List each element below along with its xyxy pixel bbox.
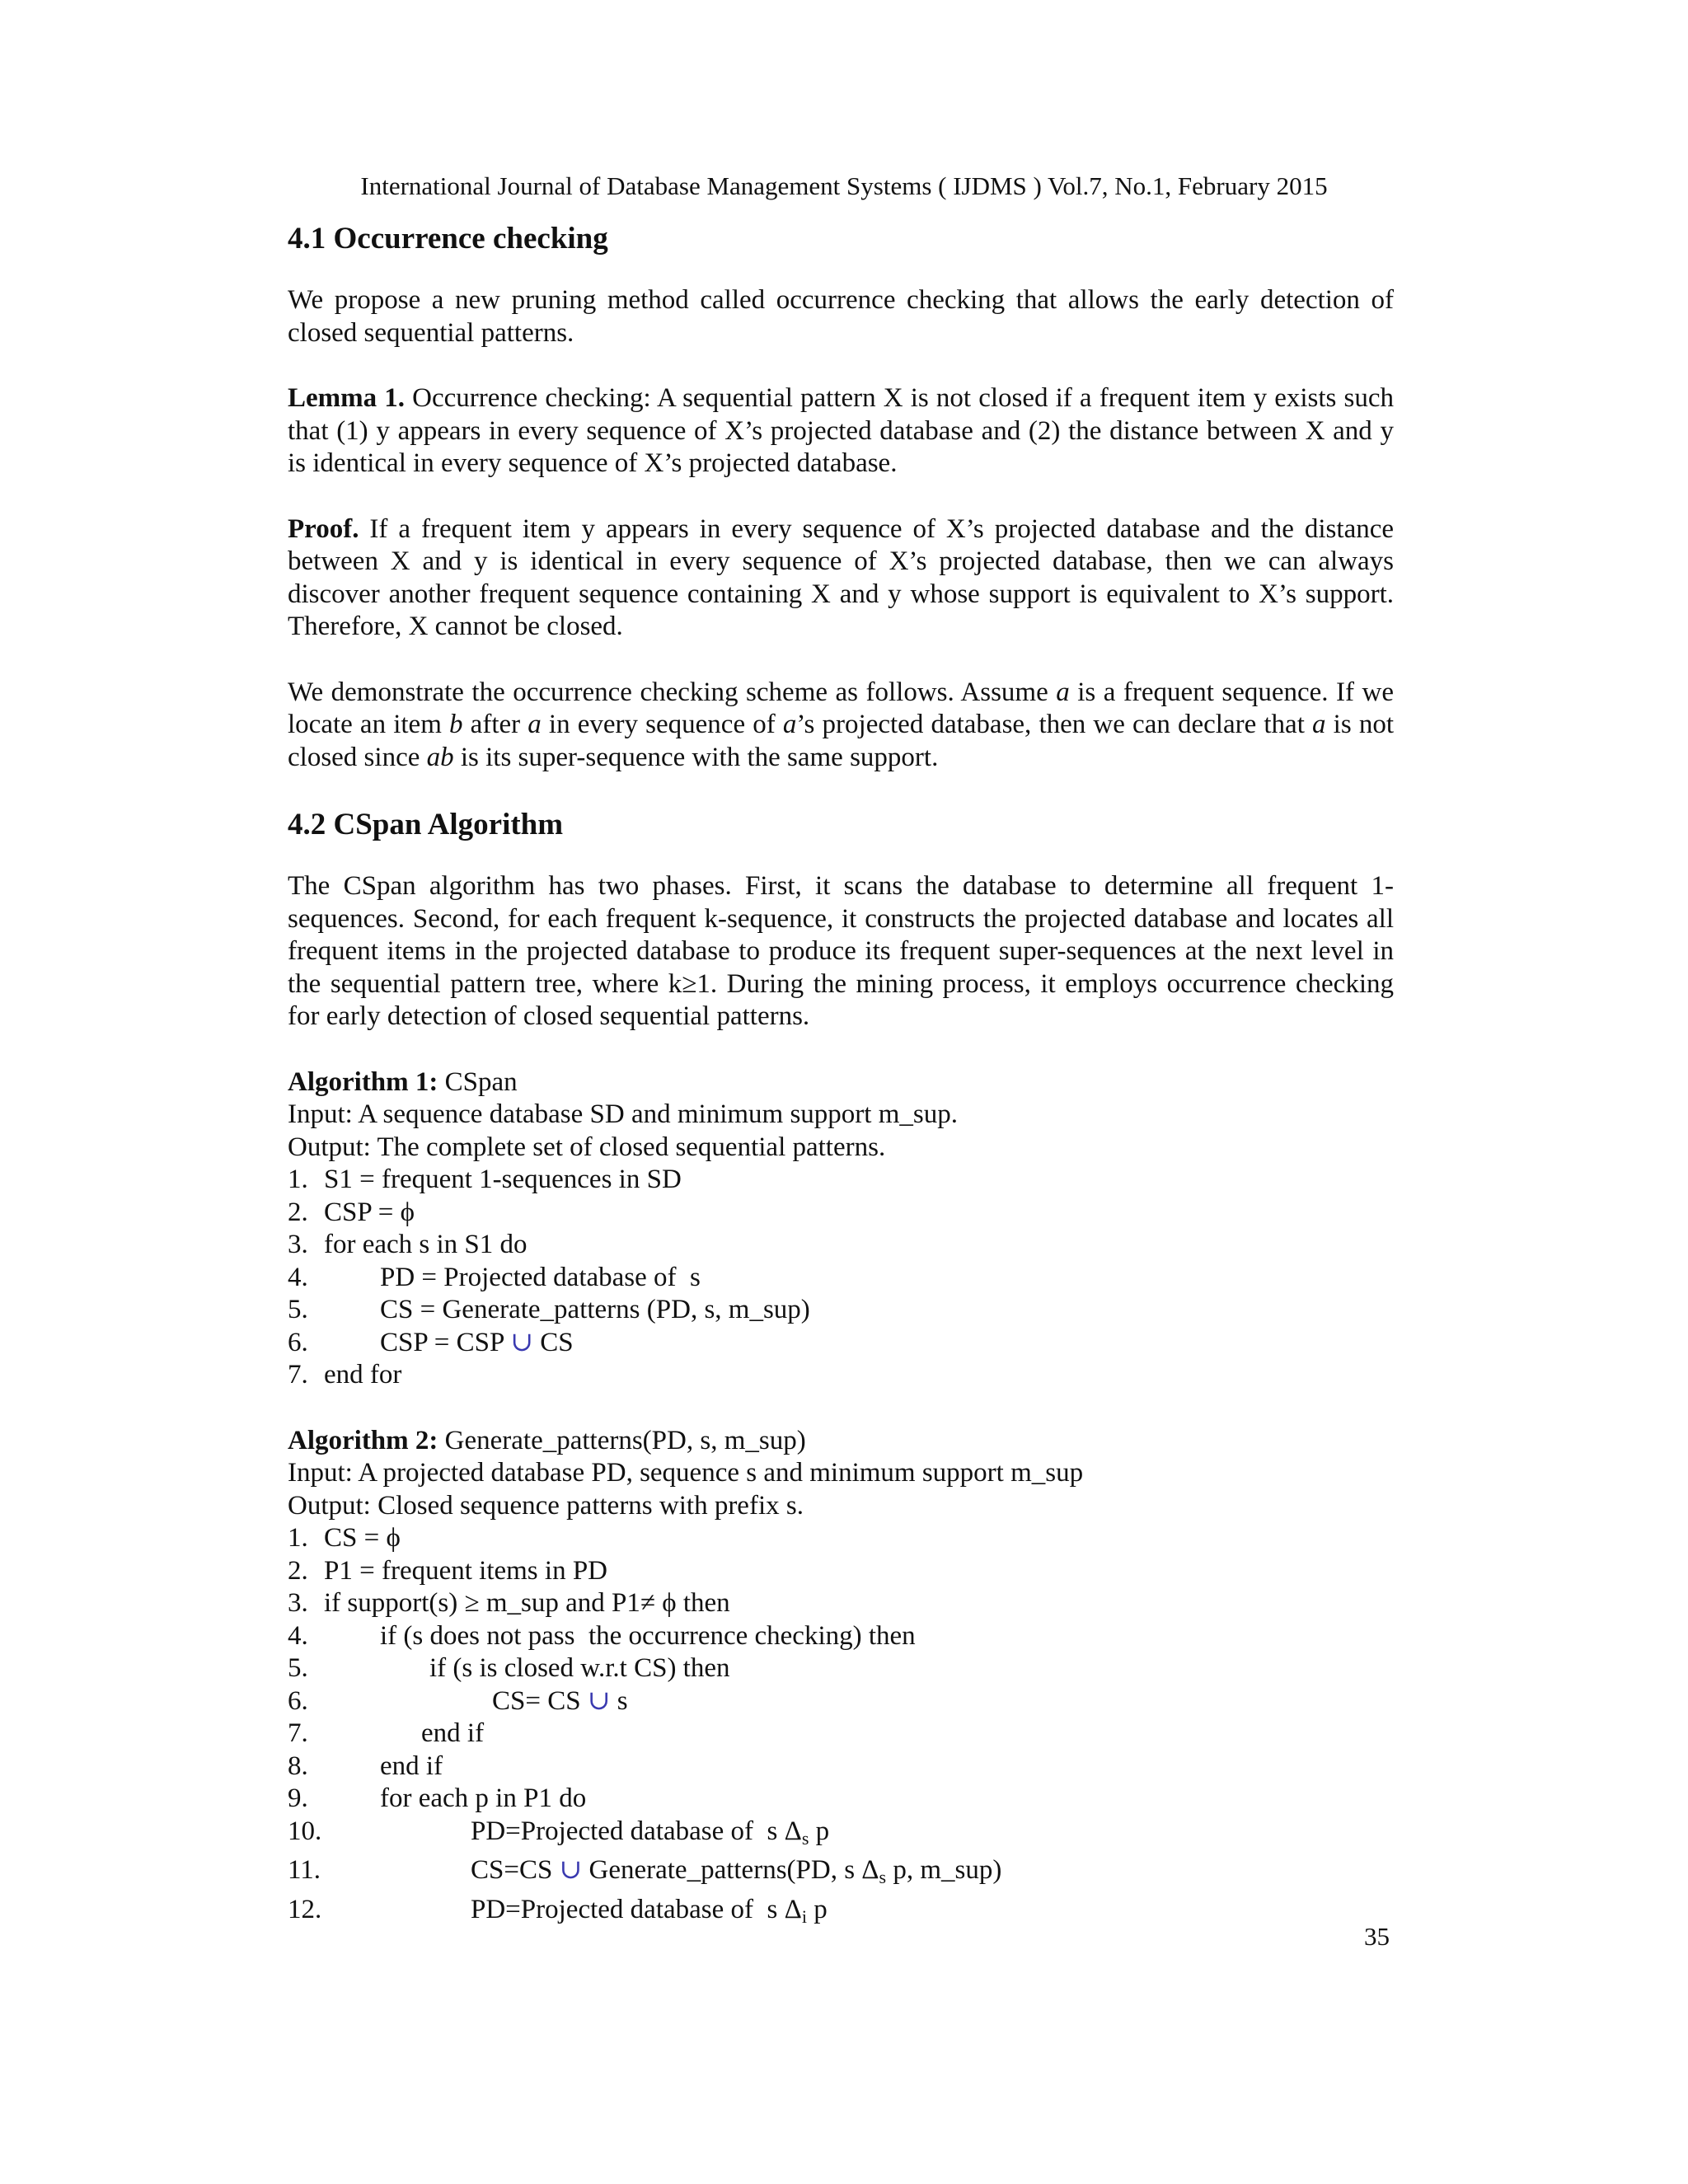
step-text-part: CSP = CSP <box>380 1327 511 1357</box>
step-text: CS = ϕ <box>324 1523 401 1553</box>
step-text-part: s <box>610 1685 628 1716</box>
demo-text-3: after <box>462 710 528 739</box>
section-heading-4-1: 4.1 Occurrence checking <box>288 222 608 255</box>
algorithm-2-step <box>288 1652 1394 1685</box>
section-4-2-intro: The CSpan algorithm has two phases. First, it scans the database to determine all frequent 1-sequences. Second, for each frequent k-sequence, it constructs the projected database and locates all frequent items in the projected database to produce its frequent super-sequences at the next level in the sequential pattern tree, where k≥1. During the mining process, it employs occurrence checking for early detection of closed sequential patterns. <box>288 871 1394 1031</box>
step-text-part: CS <box>533 1327 574 1357</box>
algorithm-2-step <box>288 1783 1394 1816</box>
algorithm-1-step <box>288 1359 1394 1392</box>
algorithm-2-title <box>288 1425 1394 1458</box>
step-number: 1. <box>288 1523 308 1553</box>
demo-var-a: a <box>1056 677 1070 707</box>
step-text-part: p, m_sup) <box>886 1855 1002 1885</box>
demo-var-b: b <box>449 710 463 739</box>
algorithm-1-name: CSpan <box>438 1066 518 1097</box>
page-number: 35 <box>1364 1922 1390 1951</box>
step-text-part: CS=CS <box>471 1855 560 1885</box>
union-symbol: ∪ <box>510 1327 534 1357</box>
step-number: 6. <box>288 1327 308 1357</box>
algorithm-2-step <box>288 1522 1394 1555</box>
algorithm-2-step <box>288 1555 1394 1588</box>
algorithm-1-output: Output: The complete set of closed sequential patterns. <box>288 1132 886 1162</box>
lemma-label: Lemma 1. <box>288 383 406 413</box>
demo-var-a: a <box>1312 710 1326 739</box>
algorithm-1-step <box>288 1262 1394 1295</box>
step-text-part: p <box>806 1894 828 1924</box>
subscript: s <box>879 1867 887 1887</box>
step-text: if (s does not pass the occurrence checking) then <box>380 1620 916 1651</box>
step-text <box>324 1816 829 1855</box>
algorithm-2-name: Generate_patterns(PD, s, m_sup) <box>438 1425 806 1455</box>
algorithm-1-step <box>288 1164 1394 1197</box>
step-number: 3. <box>288 1588 308 1618</box>
proof-text: If a frequent item y appears in every sequence of X’s projected database and the distance between X and y is identical in every sequence of X’s projected database, then we can always discover another frequent sequence containing X and y whose support is equivalent to X’s support. Therefore, X cannot be closed. <box>288 513 1395 641</box>
step-number: 5. <box>288 1295 308 1324</box>
algorithm-2-step <box>288 1854 1394 1894</box>
step-number: 3. <box>288 1230 308 1259</box>
demo-text-2: is a frequent sequence. If we locate an item <box>288 677 1394 739</box>
algorithm-2 <box>288 1425 1394 1933</box>
demo-text-4: in every sequence of <box>541 710 783 739</box>
algorithm-2-step <box>288 1587 1394 1620</box>
proof-label: Proof. <box>288 513 359 544</box>
algorithm-1-label: Algorithm 1: <box>288 1066 438 1097</box>
algorithm-2-step <box>288 1685 1394 1718</box>
demo-text-1: We demonstrate the occurrence checking scheme as follows. Assume <box>288 677 1057 707</box>
lemma-paragraph <box>288 382 1394 480</box>
step-text: CS = Generate_patterns (PD, s, m_sup) <box>380 1295 810 1324</box>
step-number: 7. <box>288 1360 308 1390</box>
demo-var-a: a <box>782 710 797 739</box>
algorithm-2-label: Algorithm 2: <box>288 1425 438 1455</box>
main-content <box>288 221 1394 1966</box>
journal-header: International Journal of Database Management Systems ( IJDMS ) Vol.7, No.1, February 2015 <box>360 171 1328 200</box>
step-text: for each p in P1 do <box>380 1783 587 1813</box>
step-text: S1 = frequent 1-sequences in SD <box>324 1165 682 1194</box>
lemma-text: Occurrence checking: A sequential pattern X is not closed if a frequent item y exists such that (1) y appears in every sequence of X’s projected database and (2) the distance between X and y is identical in every sequence of X’s projected database. <box>288 383 1395 478</box>
proof-paragraph <box>288 513 1394 644</box>
step-text-part: p <box>809 1816 830 1846</box>
step-number: 9. <box>288 1783 308 1813</box>
algorithm-1-step <box>288 1229 1394 1262</box>
step-text: PD = Projected database of s <box>380 1262 701 1292</box>
subscript: i <box>801 1905 807 1927</box>
step-number: 11. <box>288 1855 321 1885</box>
algorithm-2-step <box>288 1816 1394 1855</box>
algorithm-2-step <box>288 1894 1394 1933</box>
step-text-part: Generate_patterns(PD, s Δ <box>582 1855 879 1885</box>
demo-var-ab: ab <box>426 742 454 772</box>
step-text <box>324 1854 1001 1894</box>
algorithm-2-step <box>288 1750 1394 1783</box>
step-text: end if <box>380 1750 443 1781</box>
step-number: 7. <box>288 1718 308 1748</box>
algorithm-1-step <box>288 1197 1394 1230</box>
subscript: s <box>801 1827 809 1849</box>
step-number: 2. <box>288 1555 308 1586</box>
algorithm-2-output: Output: Closed sequence patterns with prefix s. <box>288 1490 804 1521</box>
step-text: P1 = frequent items in PD <box>324 1555 608 1586</box>
step-text-part: CS= CS <box>492 1685 588 1716</box>
step-text: end for <box>324 1360 402 1390</box>
section-4-1-intro: We propose a new pruning method called occurrence checking that allows the early detection of closed sequential patterns. <box>288 285 1394 348</box>
step-text-part: PD=Projected database of s Δ <box>471 1894 802 1924</box>
demo-var-a: a <box>528 710 542 739</box>
step-number: 2. <box>288 1197 308 1227</box>
step-text: if (s is closed w.r.t CS) then <box>429 1653 730 1683</box>
algorithm-1 <box>288 1066 1394 1392</box>
union-symbol: ∪ <box>587 1685 611 1716</box>
step-number: 6. <box>288 1685 308 1716</box>
algorithm-2-step <box>288 1620 1394 1653</box>
step-number: 10. <box>288 1816 322 1846</box>
step-text: if support(s) ≥ m_sup and P1≠ ϕ then <box>324 1588 730 1618</box>
step-number: 4. <box>288 1620 308 1651</box>
demo-text-6: is not closed since <box>288 710 1394 772</box>
demo-text-5: ’s projected database, then we can declare that <box>796 710 1313 739</box>
demo-paragraph <box>288 677 1394 775</box>
algorithm-1-title <box>288 1066 1394 1099</box>
step-text: end if <box>421 1718 485 1748</box>
step-text <box>324 1894 828 1933</box>
step-number: 8. <box>288 1750 308 1781</box>
section-heading-4-2: 4.2 CSpan Algorithm <box>288 808 564 841</box>
step-text: for each s in S1 do <box>324 1230 528 1259</box>
step-text: CSP = ϕ <box>324 1197 415 1227</box>
step-number: 12. <box>288 1894 322 1924</box>
algorithm-2-input: Input: A projected database PD, sequence s and minimum support m_sup <box>288 1458 1084 1488</box>
step-text <box>324 1685 628 1718</box>
step-number: 4. <box>288 1262 308 1292</box>
algorithm-1-input: Input: A sequence database SD and minimum support m_sup. <box>288 1099 958 1129</box>
algorithm-1-step <box>288 1327 1394 1360</box>
algorithm-1-step <box>288 1294 1394 1327</box>
step-text-part: PD=Projected database of s Δ <box>471 1816 802 1846</box>
demo-text-7: is its super-sequence with the same support. <box>453 742 939 772</box>
step-number: 1. <box>288 1165 308 1194</box>
step-number: 5. <box>288 1653 308 1683</box>
algorithm-2-step <box>288 1718 1394 1750</box>
step-text <box>324 1327 574 1360</box>
union-symbol: ∪ <box>559 1855 583 1885</box>
